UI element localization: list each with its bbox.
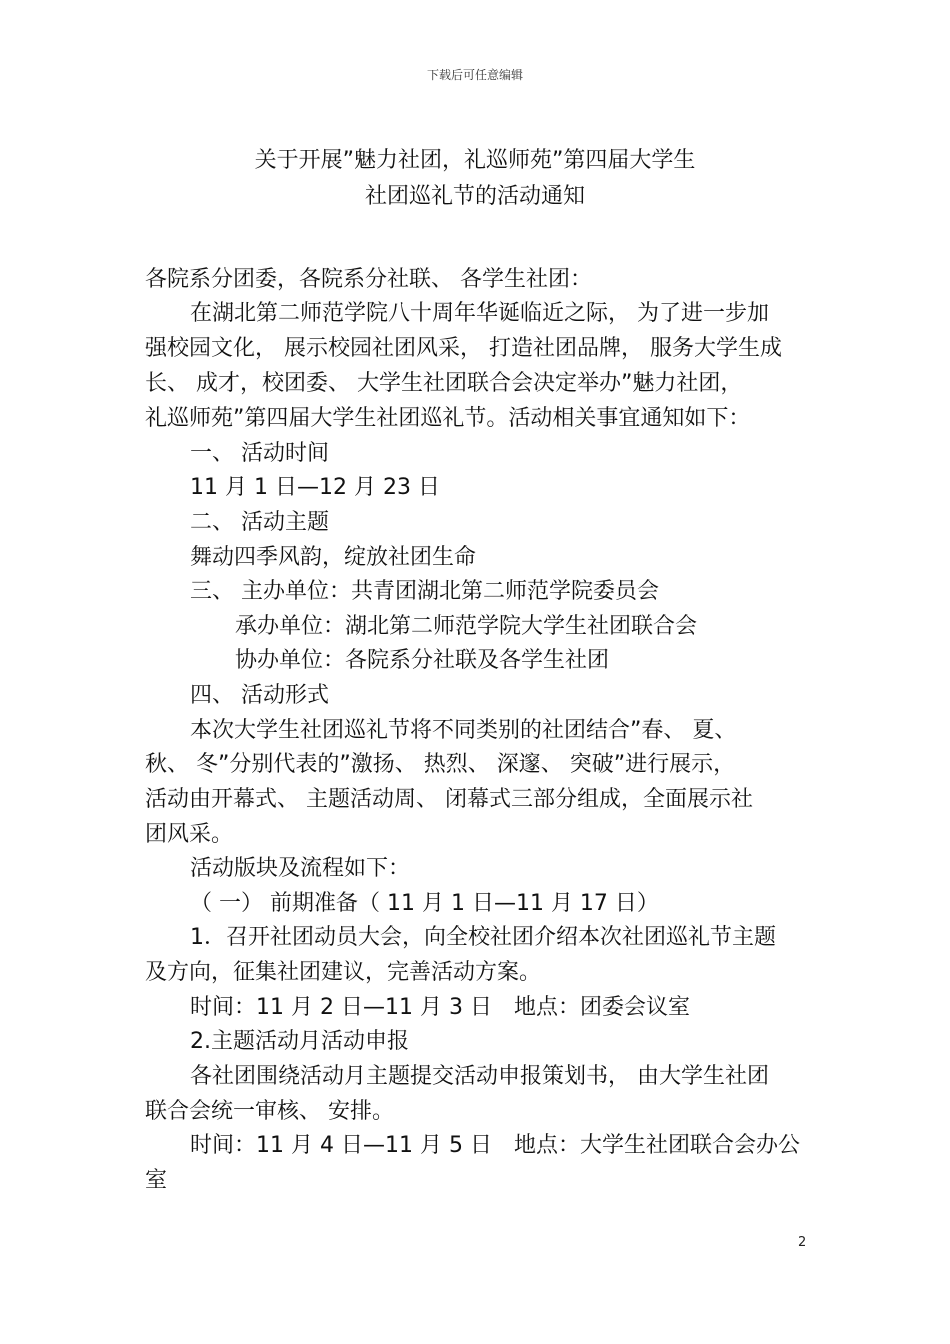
list-item-line: 1．召开社团动员大会，向全校社团介绍本次社团巡礼节主题 [190, 925, 776, 950]
co-organizer-line: 承办单位：湖北第二师范学院大学生社团联合会 [235, 614, 698, 639]
time-location-line: 时间：11 月 2 日—11 月 3 日 地点：团委会议室 [190, 995, 690, 1020]
body-paragraph-line: 强校园文化， 展示校园社团风采， 打造社团品牌， 服务大学生成 [145, 336, 782, 361]
page-header-note: 下载后可任意编辑 [426, 68, 523, 82]
body-paragraph-line: 联合会统一审核、 安排。 [145, 1099, 394, 1124]
body-paragraph-line: 秋、 冬”分别代表的”激扬、 热烈、 深邃、 突破”进行展示， [145, 752, 736, 777]
section-heading-time: 一、 活动时间 [190, 441, 329, 466]
body-paragraph-line: 本次大学生社团巡礼节将不同类别的社团结合”春、 夏、 [190, 718, 737, 743]
activity-dates: 11 月 1 日—12 月 23 日 [190, 475, 440, 500]
list-item-heading: 2.主题活动月活动申报 [190, 1029, 409, 1054]
list-item-line: 及方向，征集社团建议，完善活动方案。 [145, 960, 542, 985]
body-paragraph-line: 活动由开幕式、 主题活动周、 闭幕式三部分组成，全面展示社 [145, 787, 753, 812]
body-paragraph-line: 团风采。 [145, 822, 234, 847]
flow-intro-line: 活动版块及流程如下： [190, 856, 411, 881]
section-heading-theme: 二、 活动主题 [190, 510, 329, 535]
activity-theme: 舞动四季风韵，绽放社团生命 [190, 545, 477, 570]
body-paragraph-line: 长、 成才，校团委、 大学生社团联合会决定举办”魅力社团， [145, 371, 743, 396]
notice-title-line-1: 关于开展”魅力社团，礼巡师苑”第四届大学生 [254, 148, 696, 173]
phase-heading-preparation: （ 一） 前期准备（ 11 月 1 日—11 月 17 日） [190, 891, 659, 916]
page-number: 2 [798, 1235, 807, 1250]
assisting-organizer-line: 协办单位：各院系分社联及各学生社团 [235, 648, 610, 673]
body-paragraph-line: 礼巡师苑”第四届大学生社团巡礼节。活动相关事宜通知如下： [145, 406, 751, 431]
body-paragraph-line: 各社团围绕活动月主题提交活动申报策划书， 由大学生社团 [190, 1064, 769, 1089]
section-heading-organizer: 三、 主办单位：共青团湖北第二师范学院委员会 [190, 579, 659, 604]
body-paragraph-line: 在湖北第二师范学院八十周年华诞临近之际， 为了进一步加 [190, 301, 769, 326]
time-location-line: 室 [145, 1168, 168, 1193]
time-location-line: 时间：11 月 4 日—11 月 5 日 地点：大学生社团联合会办公 [190, 1133, 800, 1158]
salutation-line: 各院系分团委，各院系分社联、 各学生社团： [145, 267, 592, 292]
notice-title-line-2: 社团巡礼节的活动通知 [364, 184, 585, 209]
section-heading-format: 四、 活动形式 [190, 683, 329, 708]
